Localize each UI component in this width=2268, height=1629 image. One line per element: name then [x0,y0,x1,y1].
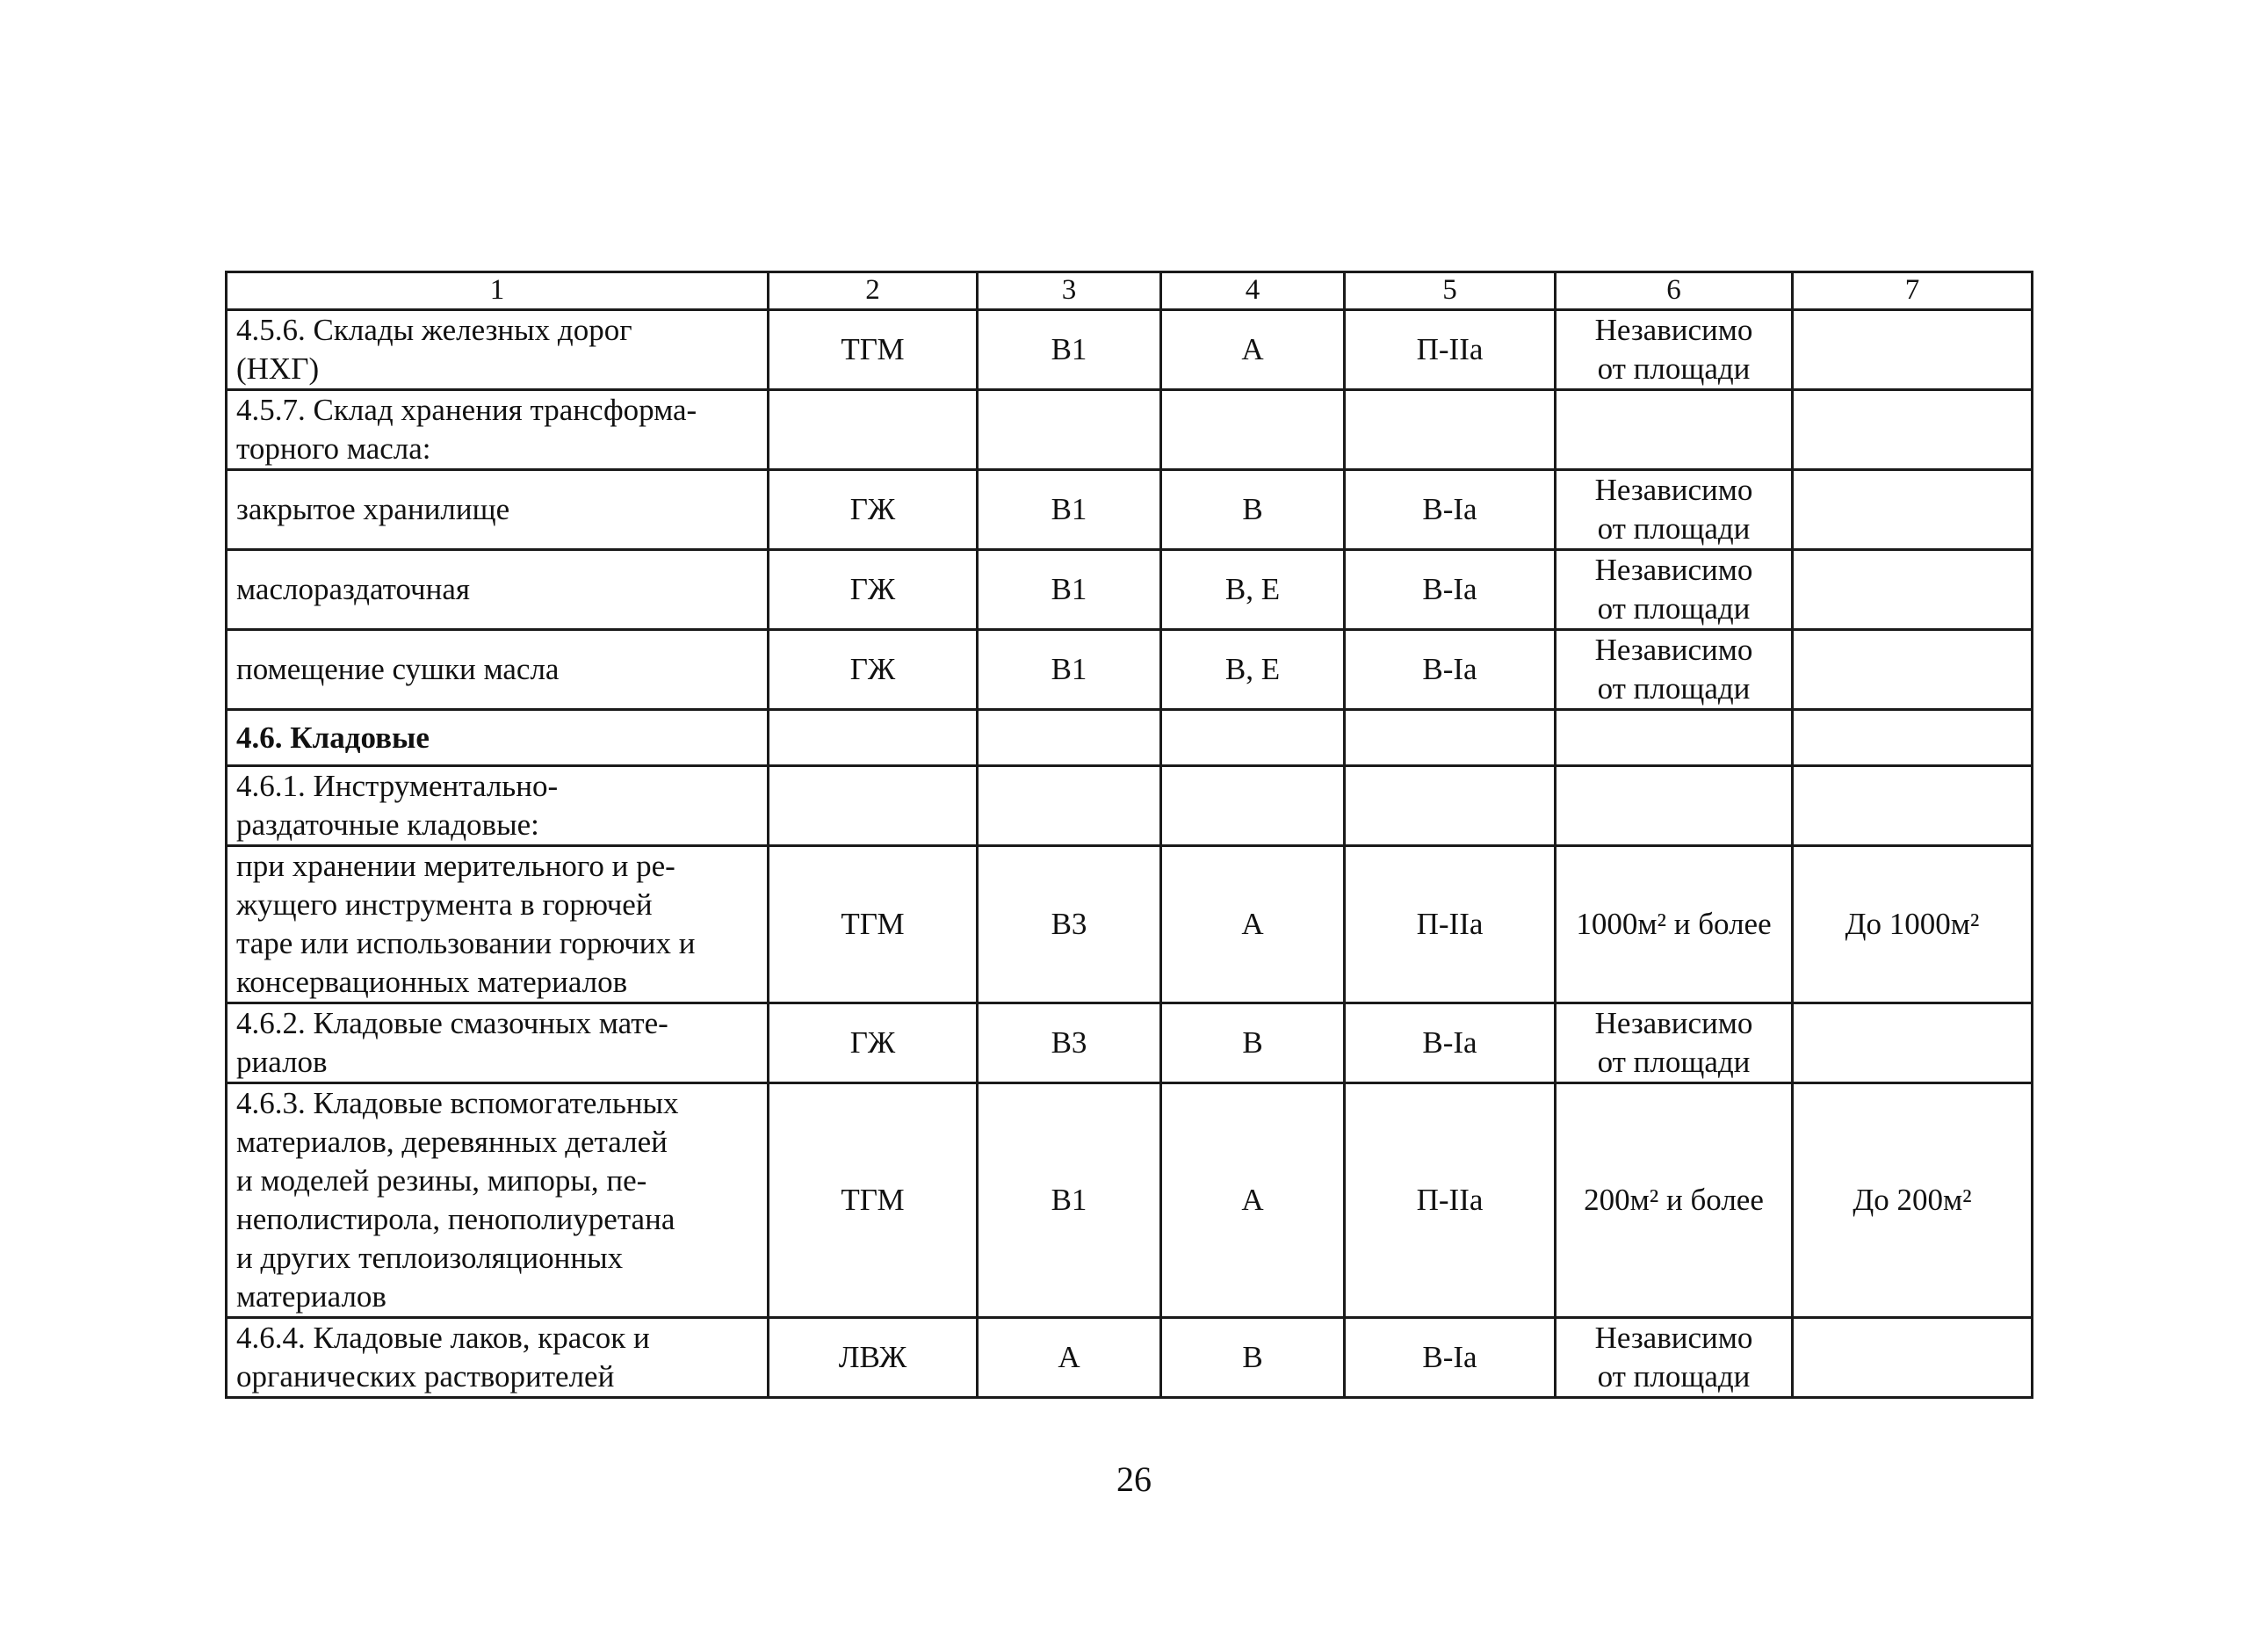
table-cell-col-1: 4.6.4. Кладовые лаков, красок и органических растворителей [227,1318,769,1398]
classification-table [225,271,2033,1399]
table-cell-col-6: 200м² и более [1556,1083,1793,1318]
table-cell-col-4 [1161,766,1345,846]
table-cell-col-4 [1161,710,1345,766]
table-cell-col-3: В1 [978,550,1161,630]
table-cell-col-6: Независимо от площади [1556,1318,1793,1398]
table-cell-col-2 [769,766,978,846]
table-row [227,470,2033,550]
table-cell-col-6: Независимо от площади [1556,630,1793,710]
table-cell-col-1: помещение сушки масла [227,630,769,710]
table-cell-col-5: П-IIа [1345,846,1556,1003]
table-cell-col-5: П-IIа [1345,310,1556,390]
table-cell-col-7 [1793,550,2033,630]
table-cell-col-5: В-Iа [1345,470,1556,550]
table-cell-col-3: В3 [978,846,1161,1003]
table-cell-col-5 [1345,710,1556,766]
table-cell-col-1: 4.5.6. Склады железных дорог (НХГ) [227,310,769,390]
column-number-1: 1 [227,272,769,310]
table-cell-col-3: В1 [978,630,1161,710]
table-row [227,1318,2033,1398]
table-cell-col-4 [1161,390,1345,470]
table-cell-col-4: А [1161,846,1345,1003]
table-cell-col-1: 4.6.2. Кладовые смазочных мате- риалов [227,1003,769,1083]
column-number-2: 2 [769,272,978,310]
table-cell-col-1: закрытое хранилище [227,470,769,550]
table-row [227,630,2033,710]
table-cell-col-3 [978,390,1161,470]
table-cell-col-5: В-Iа [1345,1318,1556,1398]
table-cell-col-2 [769,390,978,470]
table-cell-col-1: 4.5.7. Склад хранения трансформа- торного масла: [227,390,769,470]
column-number-3: 3 [978,272,1161,310]
table-cell-col-1: 4.6.3. Кладовые вспомогательных материалов, деревянных деталей и моделей резины, мипоры, пе- неполистирола, пенополиуретана и других теплоизоляционных материалов [227,1083,769,1318]
table-cell-col-3: А [978,1318,1161,1398]
table-cell-col-4: В [1161,470,1345,550]
table-cell-col-6 [1556,390,1793,470]
table-cell-col-2: ГЖ [769,1003,978,1083]
table-cell-col-3 [978,766,1161,846]
table-cell-col-2: ГЖ [769,630,978,710]
table-cell-col-1: 4.6. Кладовые [227,710,769,766]
table-cell-col-2 [769,710,978,766]
table-row [227,310,2033,390]
table-cell-col-3 [978,710,1161,766]
table-cell-col-3: В1 [978,310,1161,390]
table-cell-col-2: ТГМ [769,846,978,1003]
column-number-5: 5 [1345,272,1556,310]
table-cell-col-7 [1793,1318,2033,1398]
table-cell-col-5: В-Iа [1345,630,1556,710]
table-cell-col-5: В-Iа [1345,1003,1556,1083]
table-cell-col-1: 4.6.1. Инструментально- раздаточные кладовые: [227,766,769,846]
table-row [227,710,2033,766]
table-cell-col-5 [1345,390,1556,470]
table-cell-col-3: В3 [978,1003,1161,1083]
table-cell-col-1: при хранении мерительного и ре- жущего инструмента в горючей таре или использовании горючих и консервационных материалов [227,846,769,1003]
table-cell-col-2: ТГМ [769,310,978,390]
table-cell-col-2: ТГМ [769,1083,978,1318]
table-cell-col-4: А [1161,1083,1345,1318]
table-cell-col-6: Независимо от площади [1556,550,1793,630]
table-cell-col-6: Независимо от площади [1556,310,1793,390]
table-cell-col-6: 1000м² и более [1556,846,1793,1003]
table-cell-col-6 [1556,710,1793,766]
table-cell-col-6 [1556,766,1793,846]
table-cell-col-4: В [1161,1003,1345,1083]
table-cell-col-7 [1793,390,2033,470]
table-cell-col-7: До 1000м² [1793,846,2033,1003]
table-row [227,766,2033,846]
table-row [227,1003,2033,1083]
column-number-7: 7 [1793,272,2033,310]
table-cell-col-4: А [1161,310,1345,390]
table-cell-col-1: маслораздаточная [227,550,769,630]
table-cell-col-5 [1345,766,1556,846]
table-cell-col-5: В-Iа [1345,550,1556,630]
table-cell-col-4: В, Е [1161,550,1345,630]
table-cell-col-7 [1793,310,2033,390]
table-cell-col-6: Независимо от площади [1556,470,1793,550]
column-number-6: 6 [1556,272,1793,310]
table-body [227,310,2033,1398]
table-row [227,846,2033,1003]
page-number: 26 [1116,1459,1152,1499]
table-row [227,1083,2033,1318]
table-cell-col-2: ЛВЖ [769,1318,978,1398]
table-cell-col-4: В [1161,1318,1345,1398]
table-cell-col-3: В1 [978,1083,1161,1318]
table-cell-col-4: В, Е [1161,630,1345,710]
table-row [227,550,2033,630]
table-cell-col-7 [1793,470,2033,550]
table-cell-col-7: До 200м² [1793,1083,2033,1318]
table-cell-col-6: Независимо от площади [1556,1003,1793,1083]
table-cell-col-7 [1793,630,2033,710]
table-cell-col-3: В1 [978,470,1161,550]
table-cell-col-2: ГЖ [769,550,978,630]
table-cell-col-7 [1793,766,2033,846]
table-cell-col-2: ГЖ [769,470,978,550]
table-cell-col-5: П-IIа [1345,1083,1556,1318]
table-header-row [227,272,2033,310]
table-cell-col-7 [1793,710,2033,766]
table-row [227,390,2033,470]
table-cell-col-7 [1793,1003,2033,1083]
column-number-4: 4 [1161,272,1345,310]
